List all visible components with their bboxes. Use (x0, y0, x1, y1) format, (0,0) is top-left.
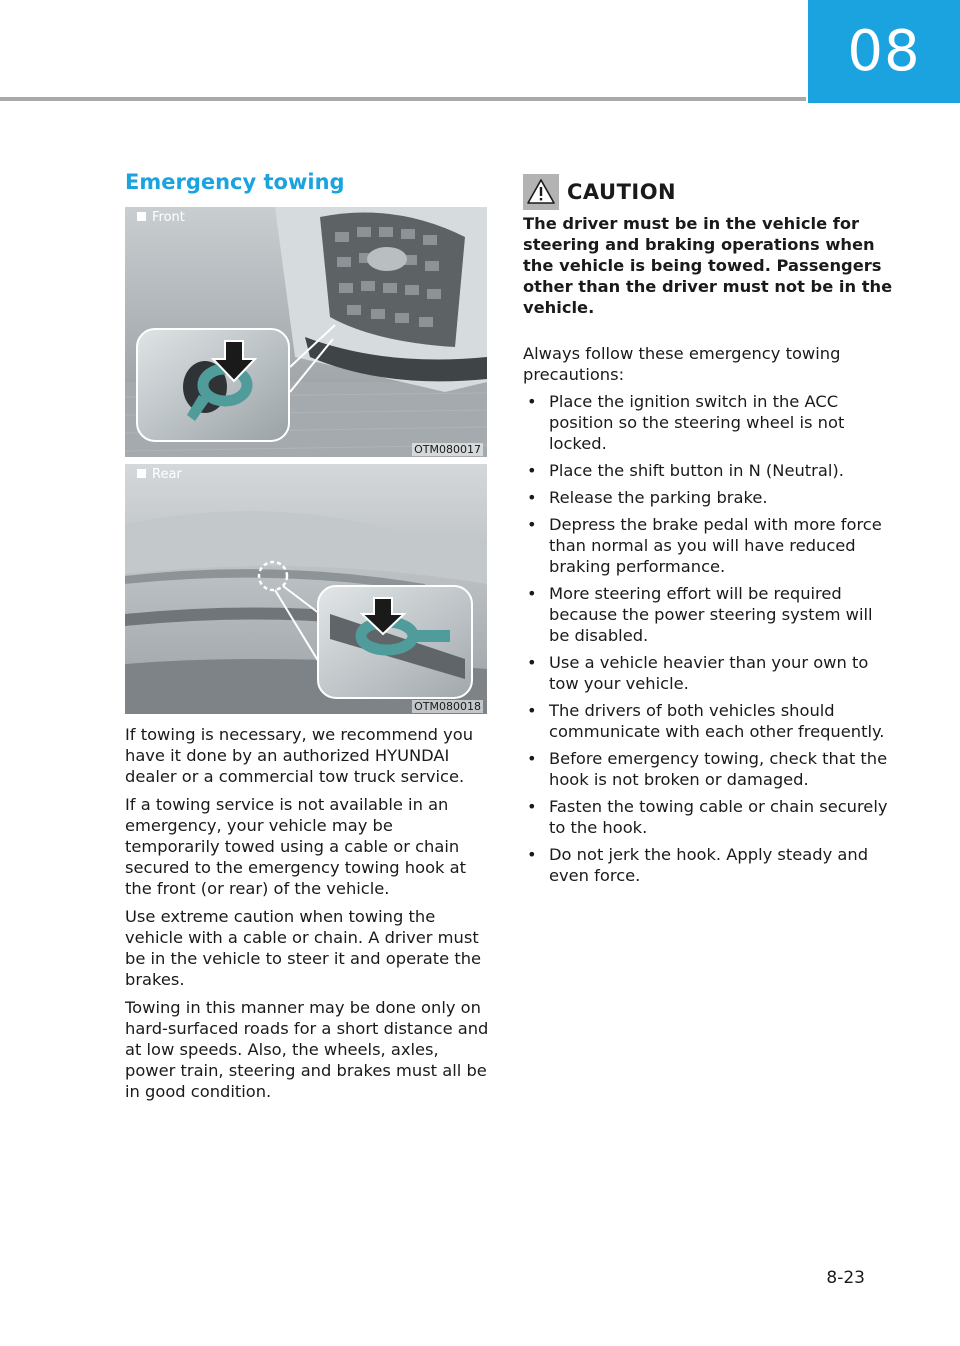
list-item: • The drivers of both vehicles should communicate with each other frequently. (523, 700, 893, 742)
paragraph: If a towing service is not available in an emergency, your vehicle may be temporarily towed using a cable or chain secured to the emergency towing hook at the front (or rear) of the vehicle. (125, 795, 466, 898)
left-body-text (125, 724, 490, 1109)
square-bullet-icon (137, 469, 146, 478)
page-number: 8-23 (826, 1268, 865, 1288)
list-item: • Fasten the towing cable or chain securely to the hook. (523, 796, 893, 838)
list-item: • Use a vehicle heavier than your own to tow your vehicle. (523, 652, 893, 694)
figure-label-front: Front (137, 210, 185, 225)
list-item: • Place the shift button in N (Neutral). (523, 460, 893, 481)
rear-hook-illustration (125, 464, 487, 714)
paragraph: Towing in this manner may be done only on hard-surfaced roads for a short distance and at low speeds. Also, the wheels, axles, power train, steering and brakes must all be in good condition. (125, 998, 489, 1101)
precautions-section (523, 343, 893, 892)
figure-code-front: OTM080017 (414, 443, 481, 456)
paragraph: If towing is necessary, we recommend you have it done by an authorized HYUNDAI dealer or a commercial tow truck service. (125, 725, 474, 786)
caution-header (523, 173, 676, 211)
warning-triangle-icon (523, 174, 559, 210)
figure-code-rear: OTM080018 (414, 700, 481, 713)
square-bullet-icon (137, 212, 146, 221)
front-hook-illustration (125, 207, 487, 457)
list-item: • More steering effort will be required because the power steering system will be disabled. (523, 583, 893, 646)
header-rule (0, 97, 806, 101)
section-title: Emergency towing (125, 170, 345, 194)
list-item: • Place the ignition switch in the ACC position so the steering wheel is not locked. (523, 391, 893, 454)
figure-rear-towing-hook (125, 464, 487, 714)
precautions-intro: Always follow these emergency towing precautions: (523, 344, 841, 384)
caution-title: CAUTION (567, 180, 677, 204)
figure-label-rear: Rear (137, 467, 182, 482)
figure-front-towing-hook (125, 207, 487, 457)
chapter-tab: 08 (808, 0, 960, 103)
caution-text: The driver must be in the vehicle for steering and braking operations when the vehicle is being towed. Passengers other than the driver must not be in the vehicle. (523, 214, 893, 317)
list-item: • Before emergency towing, check that the hook is not broken or damaged. (523, 748, 893, 790)
list-item: • Release the parking brake. (523, 487, 893, 508)
precautions-list (523, 391, 893, 886)
paragraph: Use extreme caution when towing the vehicle with a cable or chain. A driver must be in the vehicle to steer it and operate the brakes. (125, 907, 482, 989)
list-item: • Depress the brake pedal with more force than normal as you will have reduced braking performance. (523, 514, 893, 577)
list-item: • Do not jerk the hook. Apply steady and even force. (523, 844, 893, 886)
